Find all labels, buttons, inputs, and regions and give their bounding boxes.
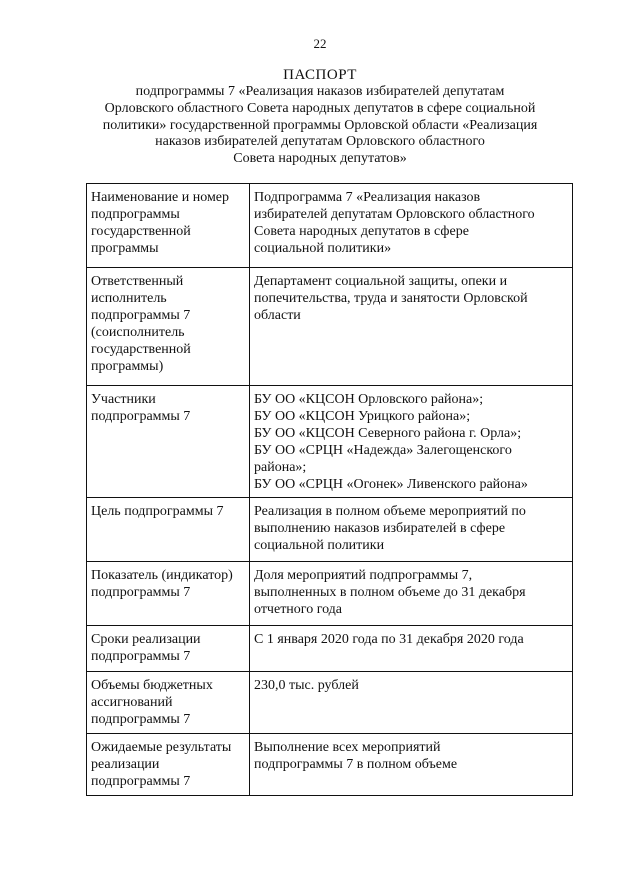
value-line: избирателей депутатам Орловского областного — [254, 207, 535, 222]
row-value-cell — [250, 268, 573, 386]
row-value-cell — [250, 184, 573, 268]
label-line: реализации — [91, 757, 160, 772]
subtitle-line: Орловского областного Совета народных депутатов в сфере социальной — [104, 100, 536, 116]
label-line: подпрограммы 7 — [91, 712, 191, 727]
value-line: района»; — [254, 460, 307, 475]
table-row-period — [87, 626, 573, 672]
document-subtitle — [70, 84, 570, 168]
label-line: подпрограммы 7 — [91, 585, 191, 600]
row-value-cell — [250, 386, 573, 498]
value-line: социальной политики» — [254, 241, 392, 256]
row-value-cell — [250, 734, 573, 796]
value-line: подпрограммы 7 в полном объеме — [254, 757, 458, 772]
label-line: государственной — [91, 224, 191, 239]
row-value-cell — [250, 498, 573, 562]
value-line: выполненных в полном объеме до 31 декабря — [254, 585, 526, 600]
value-line: БУ ОО «СРЦН «Надежда» Залегощенского — [254, 443, 512, 458]
value-line: области — [254, 308, 301, 323]
row-label-cell — [87, 184, 250, 268]
page-number: 22 — [313, 36, 327, 51]
label-line: исполнитель — [91, 291, 167, 306]
row-value-cell — [250, 626, 573, 672]
value-line: попечительства, труда и занятости Орловской — [254, 291, 528, 306]
row-value-cell — [250, 562, 573, 626]
table-row-name — [87, 184, 573, 268]
value-line: Доля мероприятий подпрограммы 7, — [254, 568, 473, 583]
label-line: программы) — [91, 359, 164, 374]
value-line: 230,0 тыс. рублей — [254, 678, 359, 693]
value-line: БУ ОО «КЦСОН Орловского района»; — [254, 392, 484, 407]
row-label-cell — [87, 734, 250, 796]
label-line: подпрограммы 7 — [91, 774, 191, 789]
label-line: подпрограммы — [91, 207, 180, 222]
value-line: социальной политики — [254, 538, 385, 553]
value-line: Совета народных депутатов в сфере — [254, 224, 469, 239]
table-row-indicator — [87, 562, 573, 626]
label-line: подпрограммы 7 — [91, 409, 191, 424]
value-line: Департамент социальной защиты, опеки и — [254, 274, 508, 289]
table-row-participants — [87, 386, 573, 498]
row-label-cell — [87, 268, 250, 386]
subtitle-line: наказов избирателей депутатам Орловского областного — [155, 134, 485, 150]
table-row-goal — [87, 498, 573, 562]
label-line: Участники — [91, 392, 156, 407]
value-line: Подпрограмма 7 «Реализация наказов — [254, 190, 481, 205]
label-line: Показатель (индикатор) — [91, 568, 233, 583]
row-label-cell — [87, 626, 250, 672]
label-line: государственной — [91, 342, 191, 357]
subtitle-line: подпрограммы 7 «Реализация наказов избирателей депутатам — [135, 84, 505, 99]
row-label-cell — [87, 672, 250, 734]
subtitle-line: Совета народных депутатов» — [233, 151, 407, 167]
label-line: Ожидаемые результаты — [91, 740, 232, 755]
table-row-executor — [87, 268, 573, 386]
label-line: Объемы бюджетных — [91, 678, 213, 693]
row-label-cell — [87, 562, 250, 626]
value-line: выполнению наказов избирателей в сфере — [254, 521, 506, 536]
row-label-cell — [87, 498, 250, 562]
document-title: ПАСПОРТ — [283, 67, 357, 83]
label-line: программы — [91, 241, 159, 256]
row-value-cell — [250, 672, 573, 734]
label-line: Сроки реализации — [91, 632, 201, 647]
table-row-results — [87, 734, 573, 796]
value-line: отчетного года — [254, 602, 343, 617]
subtitle-line: политики» государственной программы Орловской области «Реализация — [102, 117, 538, 133]
value-line: БУ ОО «КЦСОН Северного района г. Орла»; — [254, 426, 522, 441]
value-line: Реализация в полном объеме мероприятий по — [254, 504, 526, 519]
label-line: подпрограммы 7 — [91, 649, 191, 664]
value-line: БУ ОО «СРЦН «Огонек» Ливенского района» — [254, 477, 528, 492]
label-line: ассигнований — [91, 695, 173, 710]
label-line: (соисполнитель — [91, 325, 185, 340]
value-line: Выполнение всех мероприятий — [254, 740, 441, 755]
table-row-budget — [87, 672, 573, 734]
passport-table — [86, 183, 573, 796]
row-label-cell — [87, 386, 250, 498]
value-line: С 1 января 2020 года по 31 декабря 2020 года — [254, 632, 524, 647]
label-line: Наименование и номер — [91, 190, 230, 205]
value-line: БУ ОО «КЦСОН Урицкого района»; — [254, 409, 471, 424]
label-line: Ответственный — [91, 274, 184, 289]
label-line: подпрограммы 7 — [91, 308, 191, 323]
label-line: Цель подпрограммы 7 — [91, 504, 224, 519]
